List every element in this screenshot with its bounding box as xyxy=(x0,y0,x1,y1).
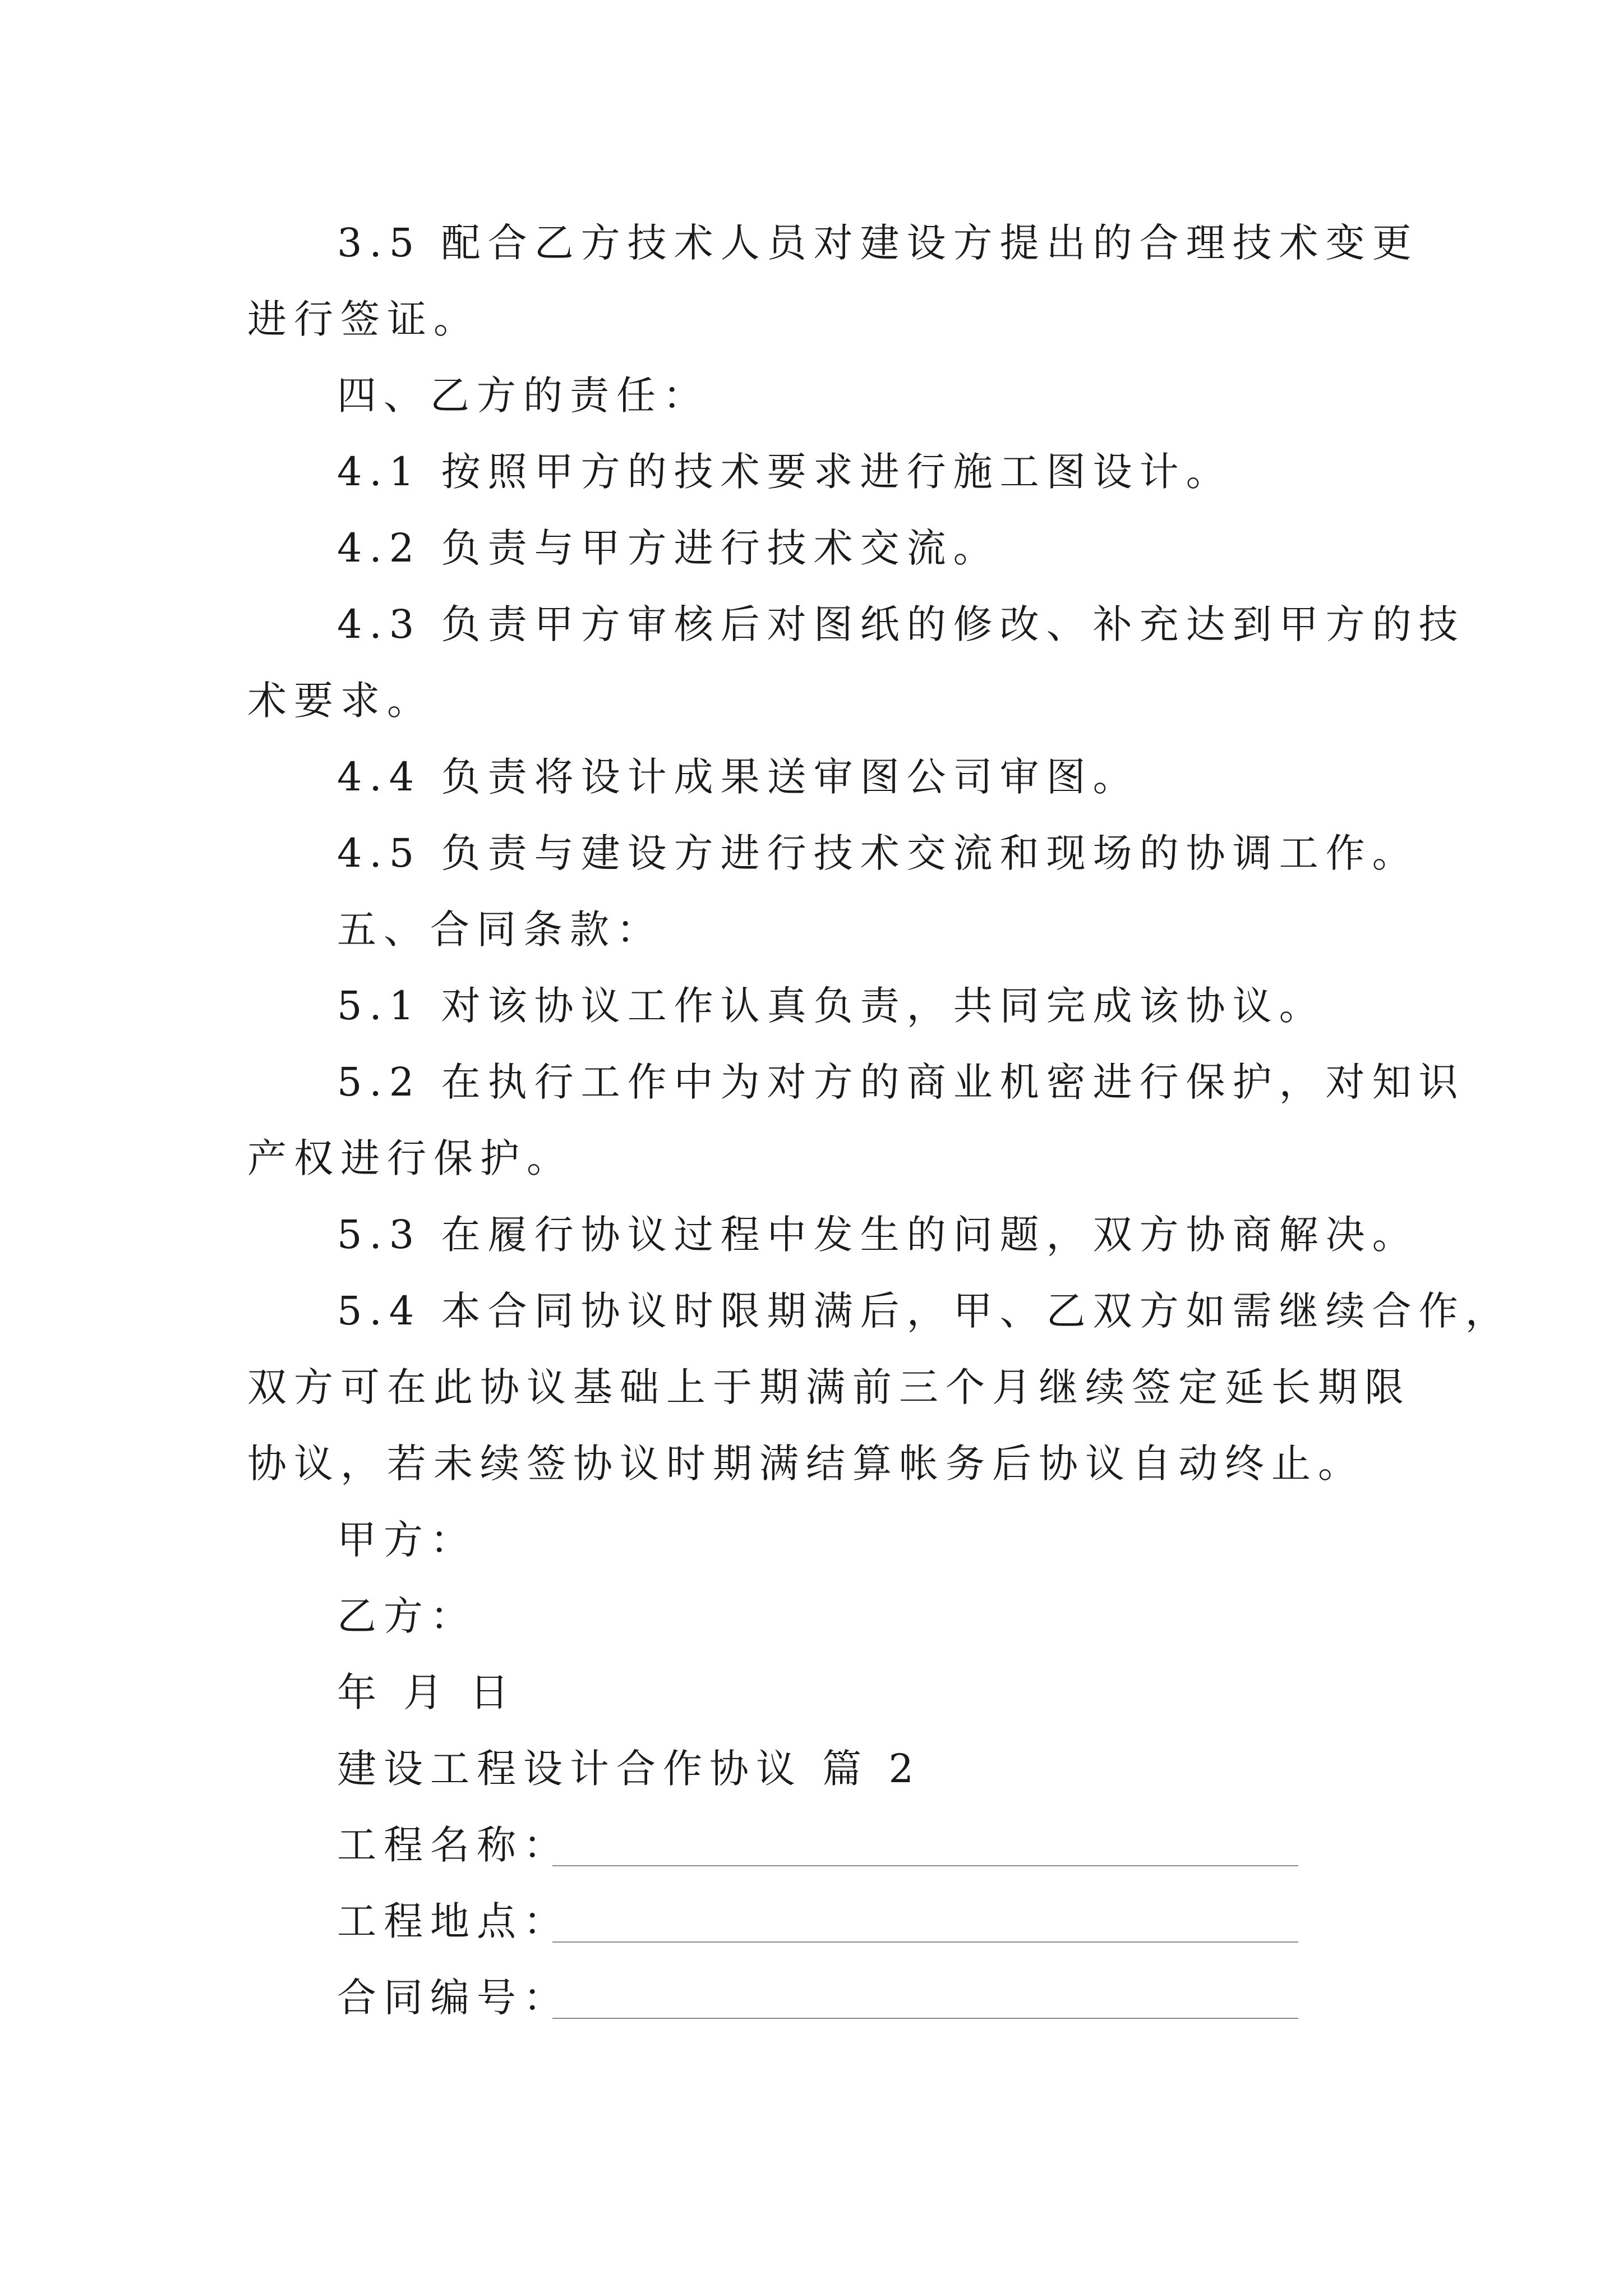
clause-5-3: 5.3 在履行协议过程中发生的问题，双方协商解决。 xyxy=(337,1212,1419,1258)
contract-number-label: 合同编号： xyxy=(337,1975,570,2021)
clause-4-2: 4.2 负责与甲方进行技术交流。 xyxy=(337,525,1000,571)
project-name-field[interactable] xyxy=(552,1865,1298,1866)
project-location-label: 工程地点： xyxy=(337,1898,570,1944)
project-location-field[interactable] xyxy=(552,1941,1298,1943)
section-5-heading: 五、合同条款： xyxy=(337,907,663,953)
project-name-label: 工程名称： xyxy=(337,1822,570,1868)
clause-4-4: 4.4 负责将设计成果送审图公司审图。 xyxy=(337,754,1140,800)
clause-4-3-line-2: 术要求。 xyxy=(247,678,434,724)
party-a-signature: 甲方： xyxy=(337,1517,477,1563)
clause-5-2-line-2: 产权进行保护。 xyxy=(247,1135,573,1181)
clause-3-5-line-1: 3.5 配合乙方技术人员对建设方提出的合理技术变更 xyxy=(337,220,1419,266)
clause-5-4-line-3: 协议，若未续签协议时期满结算帐务后协议自动终止。 xyxy=(247,1441,1364,1487)
clause-4-5: 4.5 负责与建设方进行技术交流和现场的协调工作。 xyxy=(337,830,1419,876)
contract-number-field[interactable] xyxy=(552,2018,1298,2019)
clause-5-4-line-2: 双方可在此协议基础上于期满前三个月继续签定延长期限 xyxy=(247,1364,1411,1410)
section-4-heading: 四、乙方的责任： xyxy=(337,372,709,418)
clause-3-5-line-2: 进行签证。 xyxy=(247,296,480,342)
clause-5-1: 5.1 对该协议工作认真负责，共同完成该协议。 xyxy=(337,983,1326,1029)
clause-4-1: 4.1 按照甲方的技术要求进行施工图设计。 xyxy=(337,449,1233,495)
party-b-signature: 乙方： xyxy=(337,1593,477,1639)
clause-5-2-line-1: 5.2 在执行工作中为对方的商业机密进行保护，对知识 xyxy=(337,1059,1465,1105)
clause-5-4-line-1: 5.4 本合同协议时限期满后，甲、乙双方如需继续合作， xyxy=(337,1288,1512,1334)
section-2-title: 建设工程设计合作协议 篇 2 xyxy=(337,1746,921,1792)
clause-4-3-line-1: 4.3 负责甲方审核后对图纸的修改、补充达到甲方的技 xyxy=(337,601,1465,647)
signature-date: 年 月 日 xyxy=(337,1669,517,1715)
